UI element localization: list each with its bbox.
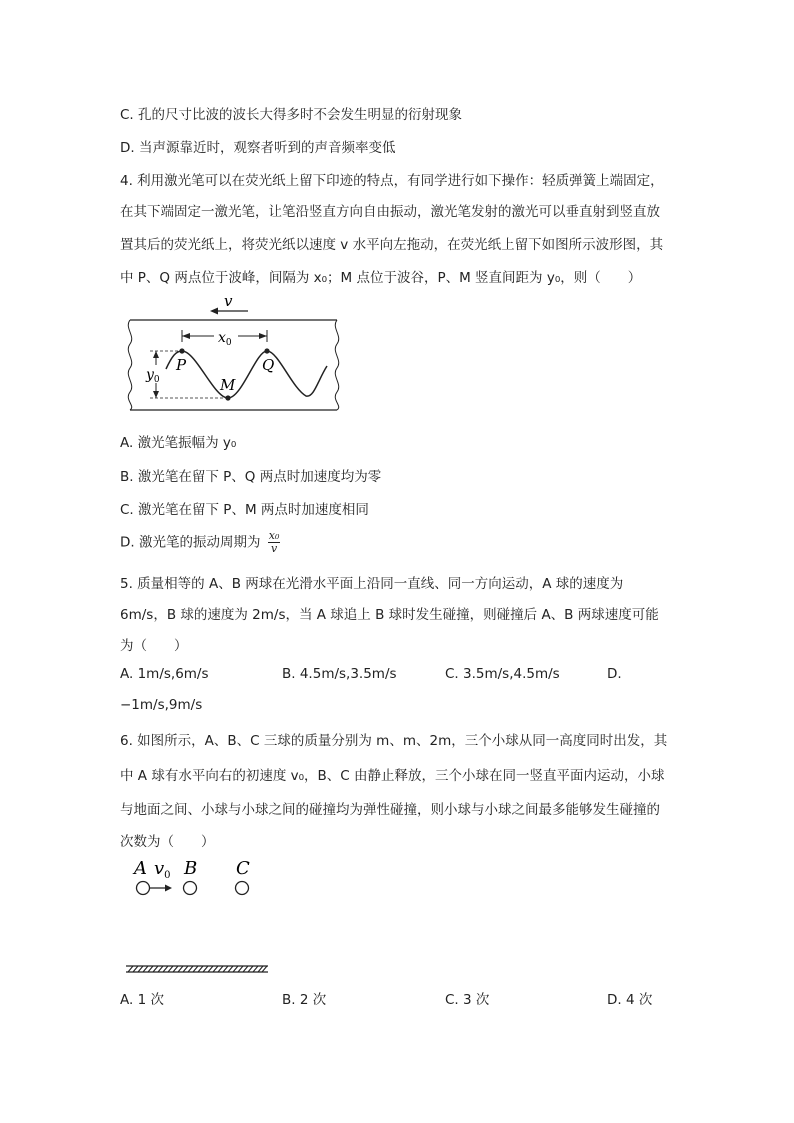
- q6-fig-b-label: B: [184, 858, 198, 879]
- point-m: [225, 395, 230, 400]
- q4-fig-q-label: Q: [262, 356, 275, 374]
- q4-stem-line-1: 4. 利用激光笔可以在荧光纸上留下印迹的特点，有同学进行如下操作：轻质弹簧上端固定，: [120, 173, 664, 189]
- q6-option-a: A. 1 次: [120, 992, 164, 1008]
- ball-a: [137, 882, 150, 895]
- ball-b: [184, 882, 197, 895]
- q6-option-b: B. 2 次: [282, 992, 327, 1008]
- ball-c: [236, 882, 249, 895]
- point-p: [179, 348, 184, 353]
- q6-balls-figure: [120, 852, 280, 982]
- q5-stem-line-1: 5. 质量相等的 A、B 两球在光滑水平面上沿同一直线、同一方向运动，A 球的速度为: [120, 576, 624, 592]
- q4-fig-v-label: v: [224, 292, 233, 310]
- q5-option-c: C. 3.5m/s,4.5m/s: [445, 666, 560, 682]
- q6-option-c: C. 3 次: [445, 992, 490, 1008]
- q6-option-d: D. 4 次: [607, 992, 653, 1008]
- q4-option-d: [120, 530, 280, 555]
- q5-stem-line-2: 6m/s，B 球的速度为 2m/s，当 A 球追上 B 球时发生碰撞，则碰撞后 A、B 两球速度可能: [120, 607, 659, 623]
- fraction-numerator: x₀: [268, 529, 280, 542]
- q6-stem-line-3: 与地面之间、小球与小球之间的碰撞均为弹性碰撞，则小球与小球之间最多能够发生碰撞的: [120, 802, 660, 818]
- wave-curve: [166, 351, 327, 398]
- q5-option-d-label: D.: [607, 666, 622, 682]
- q5-stem-line-3: 为（ ）: [120, 638, 188, 654]
- q6-stem-line-1: 6. 如图所示，A、B、C 三球的质量分别为 m、m、2m，三个小球从同一高度同时出发，其: [120, 733, 668, 749]
- point-q: [264, 348, 269, 353]
- fraction-denominator: v: [270, 542, 278, 555]
- q4-fig-y0-label: $y_0$: [146, 367, 160, 385]
- q4-option-d-fraction: [268, 530, 281, 555]
- q4-option-c: C. 激光笔在留下 P、M 两点时加速度相同: [120, 502, 369, 518]
- q4-stem-line-3: 置其后的荧光纸上，将荧光纸以速度 v 水平向左拖动，在荧光纸上留下如图所示波形图，其: [120, 237, 664, 253]
- q6-fig-c-label: C: [236, 858, 250, 879]
- paper-right-break: [335, 320, 338, 410]
- q3-option-c: C. 孔的尺寸比波的波长大得多时不会发生明显的衍射现象: [120, 107, 463, 123]
- q4-stem-line-4: 中 P、Q 两点位于波峰，间隔为 x₀；M 点位于波谷，P、M 竖直间距为 y₀，则（ ）: [120, 270, 642, 286]
- q5-option-d-value: −1m/s,9m/s: [120, 697, 203, 713]
- q4-fig-p-label: P: [176, 356, 187, 374]
- q4-option-d-prefix: D. 激光笔的振动周期为: [120, 534, 261, 551]
- q4-option-b: B. 激光笔在留下 P、Q 两点时加速度均为零: [120, 469, 382, 485]
- q6-fig-v0-label: $v_0$: [154, 858, 171, 881]
- q4-fig-x0-label: $x_0$: [218, 330, 232, 348]
- q6-fig-a-label: A: [134, 858, 147, 879]
- q4-stem-line-2: 在其下端固定一激光笔，让笔沿竖直方向自由振动，激光笔发射的激光可以垂直射到竖直放: [120, 204, 660, 220]
- ground-hatching: [126, 966, 268, 972]
- q4-wave-figure: [120, 290, 350, 415]
- q4-option-a: A. 激光笔振幅为 y₀: [120, 435, 237, 451]
- q5-option-b: B. 4.5m/s,3.5m/s: [282, 666, 397, 682]
- q4-fig-m-label: M: [220, 376, 236, 394]
- q6-stem-line-4: 次数为（ ）: [120, 834, 215, 850]
- q6-stem-line-2: 中 A 球有水平向右的初速度 v₀，B、C 由静止释放，三个小球在同一竖直平面内运动，小球: [120, 768, 665, 784]
- paper-left-break: [128, 320, 131, 410]
- q3-option-d: D. 当声源靠近时，观察者听到的声音频率变低: [120, 140, 396, 156]
- q5-option-a: A. 1m/s,6m/s: [120, 666, 209, 682]
